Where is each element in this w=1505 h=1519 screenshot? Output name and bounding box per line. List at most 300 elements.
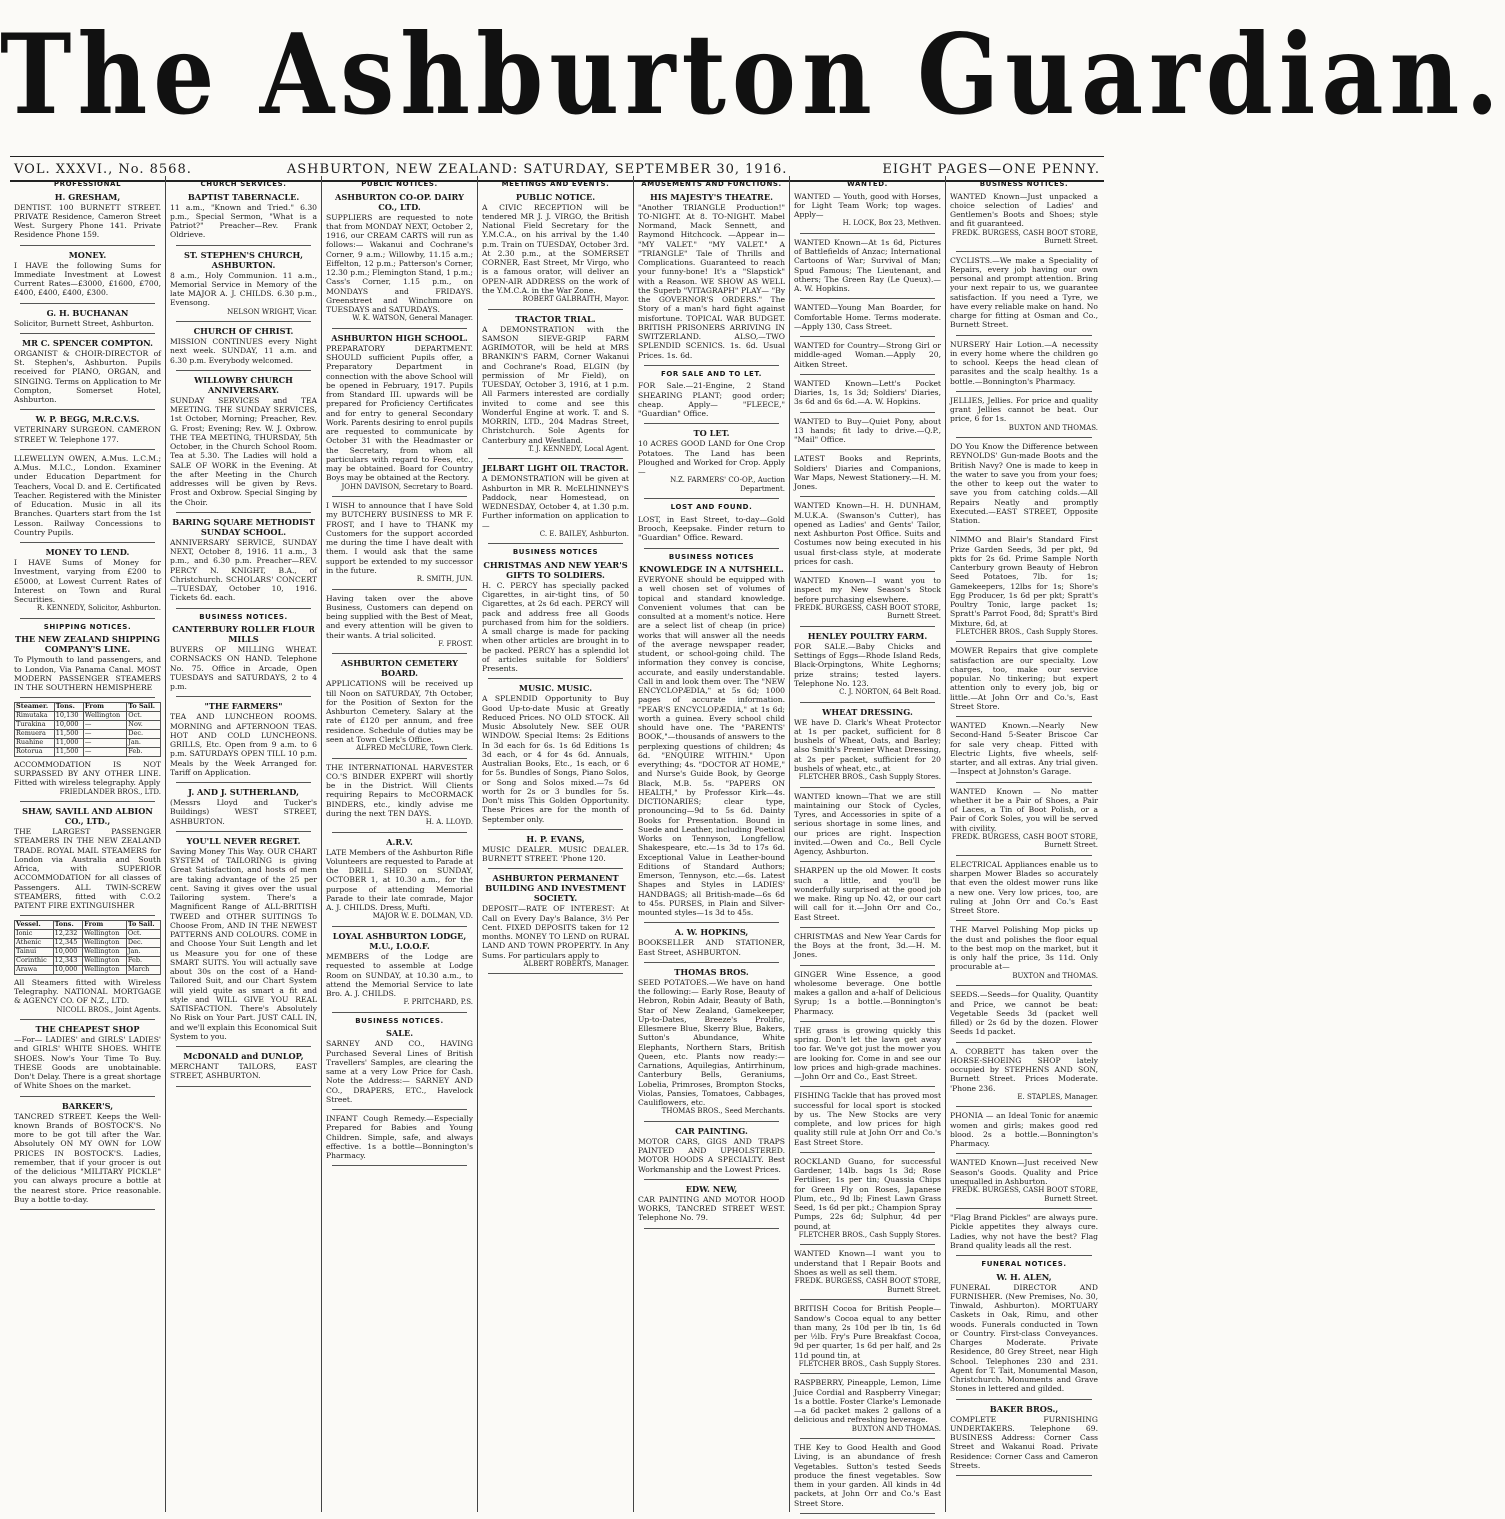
- ad-signature: FREDK. BURGESS, CASH BOOT STORE, Burnett Street.: [794, 1277, 941, 1294]
- advertisement: [950, 860, 1098, 916]
- ad-body: ORGANIST & CHOIR-DIRECTOR of St. Stephen's, Ashburton. Pupils received for PIANO, ORGAN, and SINGING. Terms on Application to Mr Compton, Somerset Hotel, Ashburton.: [14, 348, 161, 405]
- advertisement: [950, 1158, 1098, 1203]
- advertisement: [170, 517, 317, 603]
- ad-separator: [332, 832, 467, 833]
- ad-body: WANTED — Youth, good with Horses, for Light Team Work; top wages. Apply—: [794, 191, 941, 220]
- ad-body: (Messrs Lloyd and Tucker's Buildings) WEST STREET, ASHBURTON.: [170, 798, 317, 826]
- table-cell: Corinthic: [15, 957, 54, 966]
- ad-signature: MAJOR W. E. DOLMAN, V.D.: [372, 912, 473, 921]
- section-heading: WANTED.: [847, 180, 888, 188]
- advertisement: [950, 535, 1098, 636]
- advertisement: [950, 1047, 1098, 1102]
- ad-heading: McDONALD and DUNLOP,: [183, 1051, 304, 1062]
- ad-heading: H. P. EVANS,: [526, 833, 585, 844]
- top-rule: [10, 156, 1104, 157]
- ad-separator: [800, 412, 935, 413]
- advertisement: [638, 1184, 785, 1223]
- advertisement: [482, 192, 629, 304]
- advertisement: [170, 787, 317, 826]
- section-heading: BUSINESS NOTICES.: [355, 1016, 444, 1025]
- ad-heading: THE NEW ZEALAND SHIPPING COMPANY'S LINE.: [15, 634, 160, 655]
- advertisement: [170, 375, 317, 507]
- ad-body: FISHING Tackle that has proved most successful for local sport is stocked by us. The New Stocks are very complete, and low prices for high quality still rule at John Orr and Co.'s East Street Store.: [794, 1091, 941, 1147]
- ad-heading: MUSIC. MUSIC.: [518, 683, 593, 694]
- ad-signature: BUXTON and THOMAS.: [1012, 971, 1098, 980]
- ad-separator: [20, 449, 155, 450]
- ad-heading: H. GRESHAM,: [54, 191, 121, 202]
- advertisement: [326, 837, 473, 921]
- ad-body: CHRISTMAS and New Year Cards for the Boys at the front, 3d.—H. M. Jones.: [794, 931, 941, 960]
- ad-signature: C. E. BAILEY, Ashburton.: [539, 529, 629, 538]
- ad-body: COMPLETE FURNISHING UNDERTAKERS. Telephone 69. BUSINESS Address: Corner Cass Street and Wakanui Road. Private Residence: Corner Cass and Cameron Streets.: [950, 1414, 1098, 1470]
- ad-separator: [956, 335, 1092, 336]
- table-cell: March: [126, 966, 160, 975]
- advertisement: [794, 303, 941, 331]
- column-4: [478, 176, 634, 1512]
- ad-heading: BARING SQUARE METHODIST SUNDAY SCHOOL.: [172, 516, 315, 537]
- ad-separator: [644, 423, 779, 424]
- advertisement: [14, 806, 161, 910]
- ad-body: NIMMO and Blair's Standard First Prize Garden Seeds, 3d per pkt, 9d pkts for 2s 6d. Prime Sample North Canterbury grown Beauty of Hebron Seed Potatoes, 7lb. for 1s; Gamekeepers, 12lbs for 1s; Shore's Egg Producer, 1s 6d per pkt; Spratt's Poultry Tonic, large packet 1s; Spratt's Parrot Food, 8d; Spratt's Bird Mixture, 6d, at: [950, 535, 1098, 628]
- ad-separator: [800, 1299, 935, 1300]
- ad-separator: [800, 702, 935, 703]
- ad-separator: [800, 927, 935, 928]
- ad-separator: [644, 498, 779, 499]
- table-cell: 10,000: [53, 948, 82, 957]
- advertisement: [14, 1024, 161, 1091]
- ad-body: SUNDAY SERVICES and TEA MEETING. THE SUNDAY SERVICES, 1st October, Morning; Preacher, Rev. G. Frost; Evening; Rev. W. J. Oxbrow. THE TEA MEETING, THURSDAY, 5th October, in the Church School Room. Tea at 5.30. The Ladies will hold a SALE OF WORK in the Evening. At the after Meeting in the Church addresses will be given by Revs. Frost and Oxbrow. Special Singing by the Choir.: [170, 395, 317, 507]
- advertisement: [638, 428, 785, 493]
- ad-body: "Another TRIANGLE Production!" TO-NIGHT. At 8. TO-NIGHT. Mabel Normand, Mack Sennett, and Raymond Hitchcock. —Appear in— "MY VALET." "MY VALET." A "TRIANGLE" Tale of Thrills and Complications. Guaranteed to reach your funny-bone! It's a "Slapstick" with a Reason. WE SHOW AS WELL the Superb "VITAGRAPH" PLAY— "By the GOVERNOR'S ORDERS." The Story of a man's hard fight against misfortune. TOPICAL WAR BUDGET. BRITISH PRISONERS ARRIVING IN SWITZERLAND. ALSO,—TWO SPLENDID SCENICS. 1s. 6d. Usual Prices. 1s. 6d.: [638, 202, 785, 360]
- section-heading: LOST AND FOUND.: [670, 503, 753, 512]
- ad-separator: [644, 922, 779, 923]
- ad-heading: TRACTOR TRIAL.: [515, 313, 596, 324]
- ad-separator: [956, 1255, 1092, 1256]
- ad-signature: C. J. NORTON, 64 Belt Road.: [839, 688, 941, 697]
- ad-separator: [176, 608, 311, 609]
- ad-signature: R. KENNEDY, Solicitor, Ashburton.: [36, 604, 161, 613]
- ad-signature: H. LOCK, Box 23, Methven.: [842, 219, 941, 228]
- ad-heading: G. H. BUCHANAN: [46, 307, 129, 318]
- ad-separator: [800, 1373, 935, 1374]
- ad-body: INFANT Cough Remedy.—Especially Prepared for Babies and Young Children. Simple, safe, and always effective. 1s a bottle—Bonnington's Pharmacy.: [326, 1114, 473, 1161]
- ad-body: WANTED Known—Just received New Season's Goods. Quality and Price unequalled in Ashburton.: [950, 1158, 1098, 1186]
- ad-body: FOR Sale.—21-Engine, 2 Stand SHEARING PLANT; good order; cheap. Apply— "FLEECE," "Guardian" Office.: [638, 381, 785, 419]
- ad-separator: [956, 1042, 1092, 1043]
- ad-heading: KNOWLEDGE IN A NUTSHELL.: [639, 564, 784, 575]
- ad-heading: SALE.: [385, 1028, 414, 1039]
- ad-separator: [20, 409, 155, 410]
- advertisement: [326, 192, 473, 323]
- table-cell: Dec.: [126, 939, 160, 948]
- advertisement: [950, 396, 1098, 432]
- advertisement: [794, 417, 941, 445]
- ad-separator: [488, 309, 623, 310]
- ad-body: A CIVIC RECEPTION will be tendered MR J. J. VIRGO, the British National Field Secretary for the Y.M.C.A., on his arrival by the 1.40 p.m. Train on TUESDAY, October 3rd. At 2.30 p.m., at the SOMERSET CORNER, East Street, Mr Virgo, who is a famous orator, will deliver an OPEN-AIR ADDRESS on the work of the Y.M.C.A. in the War Zone.: [482, 202, 629, 295]
- advertisement: [14, 634, 161, 692]
- ad-signature: FLETCHER BROS., Cash Supply Stores.: [798, 773, 941, 782]
- ad-body: FUNERAL DIRECTOR AND FURNISHER. (New Premises, No. 30, Tinwald, Ashburton). MORTUARY Caskets in Oak, Rimu, and other woods. Funerals conducted in Town or Country. First-class Conveyances. Charges Moderate. Private Residence, 80 Grey Street, near High School. Telephones 230 and 231. Agent for T. Tait, Monumental Mason, Christchurch. Monuments and Grave Stones in lettered and gilded.: [950, 1282, 1098, 1394]
- ad-body: PREPARATORY DEPARTMENT. SHOULD sufficient Pupils offer, a Preparatory Department in connection with the above School will be opened in February, 1917. Pupils from Standard III. upwards will be prepared for Proficiency Certificates and for entry to general Secondary Work. Parents desiring to enrol pupils are requested to communicate by October 31 with the Headmaster or the Secretary, from whom all particulars with regard to Fees, etc., may be obtained. Board for Country Boys may be obtained at the Rectory.: [326, 343, 473, 483]
- table-cell: Wellington: [83, 948, 127, 957]
- ad-separator: [20, 245, 155, 246]
- table-header: Tons.: [54, 703, 83, 712]
- ad-heading: "THE FARMERS": [204, 701, 283, 712]
- advertisement: [950, 442, 1098, 525]
- advertisement: [950, 721, 1098, 777]
- advertisement: [794, 576, 941, 621]
- ad-separator: [488, 678, 623, 679]
- advertisement: [170, 326, 317, 365]
- advertisement: [794, 970, 941, 1016]
- table-cell: Feb.: [127, 747, 161, 756]
- advertisement: [326, 763, 473, 827]
- ad-heading: WILLOWBY CHURCH ANNIVERSARY.: [194, 374, 293, 395]
- ad-heading: ASHBURTON CO-OP. DAIRY CO., LTD.: [335, 191, 464, 212]
- ad-signature: BUXTON AND THOMAS.: [851, 1424, 941, 1433]
- ad-signature: NICOLL BROS., Joint Agents.: [56, 1005, 161, 1014]
- ad-separator: [800, 1152, 935, 1153]
- column-5: [634, 176, 790, 1512]
- ad-signature: E. STAPLES, Manager.: [1017, 1092, 1098, 1101]
- ad-body: Solicitor, Burnett Street, Ashburton.: [14, 318, 154, 328]
- ad-separator: [20, 1096, 155, 1097]
- ad-separator: [20, 801, 155, 802]
- ad-heading: THOMAS BROS.: [674, 966, 749, 977]
- ad-body: WE have D. Clark's Wheat Protector at 1s per packet, sufficient for 8 bushels of Wheat, Oats, and Barley; also Smith's Premier Wheat Dressing, at 2s per packet, sufficient for 20 bushels of wheat, etc., at: [794, 717, 941, 773]
- advertisement: [638, 1126, 785, 1174]
- ad-separator: [644, 1179, 779, 1180]
- ad-separator: [20, 333, 155, 334]
- advertisement: [950, 1404, 1098, 1471]
- advertisement: [794, 1249, 941, 1294]
- advertisement: [794, 1443, 941, 1508]
- ad-signature: FRIEDLANDER BROS., LTD.: [59, 787, 161, 796]
- table-cell: Jan.: [126, 948, 160, 957]
- ad-signature: FREDK. BURGESS, CASH BOOT STORE, Burnett Street.: [794, 603, 941, 621]
- ad-heading: A. W. HOPKINS,: [674, 927, 749, 938]
- advertisement: [638, 927, 785, 957]
- advertisement: [794, 1157, 941, 1240]
- ad-separator: [644, 1121, 779, 1122]
- ad-body: GINGER Wine Essence, a good wholesome beverage. One bottle makes a gallon and a-half of Delicious Syrup; 1s a bottle.—Bonnington's Pharmacy.: [794, 969, 941, 1016]
- ad-body: LATEST Books and Reprints, Soldiers' Diaries and Companions, War Maps, Newest Stationery.—H. M. Jones.: [794, 454, 941, 492]
- table-cell: Tainui: [15, 948, 54, 957]
- ad-separator: [956, 920, 1092, 921]
- ad-separator: [956, 437, 1092, 438]
- ad-signature: N.Z. FARMERS' CO-OP., Auction Department.: [670, 476, 785, 493]
- ad-separator: [20, 542, 155, 543]
- ad-body: CAR PAINTING AND MOTOR HOOD WORKS, TANCRED STREET WEST. Telephone No. 79.: [638, 1194, 785, 1223]
- advertisement: [638, 564, 785, 917]
- ad-separator: [20, 697, 155, 698]
- table-cell: Oct.: [127, 712, 161, 721]
- table-cell: Arawa: [15, 966, 54, 975]
- ad-separator: [176, 1046, 311, 1047]
- advertisement: [794, 341, 941, 369]
- advertisement: [794, 792, 941, 857]
- ad-heading: JELBART LIGHT OIL TRACTOR.: [482, 463, 629, 474]
- advertisement: [482, 873, 629, 968]
- section-heading: FOR SALE AND TO LET.: [661, 369, 762, 378]
- table-cell: —: [83, 730, 126, 739]
- ad-separator: [20, 303, 155, 304]
- ad-heading: CANTERBURY ROLLER FLOUR MILLS: [172, 624, 315, 645]
- section-heading: PUBLIC NOTICES.: [361, 180, 438, 188]
- ad-signature: FLETCHER BROS., Cash Supply Stores.: [955, 627, 1098, 636]
- sailing-schedule-table: [14, 920, 161, 975]
- ad-body: TANCRED STREET. Keeps the Well-known Brands of BOSTOCK'S. No more to be got till after the War. Absolutely ON MY OWN for LOW PRICES IN BOSTOCK'S. Ladies, remember, that if your grocer is out of the delicious "MILITARY PICKLE" you can always procure a bottle at the nearest store. Price reasonable. Buy a bottle to-day.: [14, 1111, 161, 1204]
- ad-body: THE Marvel Polishing Mop picks up the dust and polishes the floor equal to the best mop on the market, but it is only half the price, 3s 11d. Only procurable at—: [950, 925, 1098, 972]
- section-heading: FUNERAL NOTICES.: [981, 1260, 1067, 1269]
- advertisement: [950, 192, 1098, 246]
- table-cell: Dec.: [127, 730, 161, 739]
- advertisement: [638, 515, 785, 543]
- advertisement: [14, 192, 161, 240]
- ad-body: 11 a.m., "Known and Tried." 6.30 p.m., Special Sermon, "What is a Patriot?" Preacher—Rev. Frank Oldrieve.: [170, 202, 317, 240]
- advertisement: [482, 314, 629, 454]
- advertisement: [170, 250, 317, 317]
- ad-body: DEPOSIT—RATE OF INTEREST: At Call on Every Day's Balance, 3½ Per Cent. FIXED DEPOSITS taken for 12 months. MONEY TO LEND on RURAL LAND AND TOWN PROPERTY. In Any Sums. For particulars apply to: [482, 904, 629, 960]
- ad-signature: T. J. KENNEDY, Local Agent.: [528, 444, 629, 453]
- ad-separator: [956, 1475, 1092, 1476]
- ad-body: PHONIA — an Ideal Tonic for anæmic women and girls; makes good red blood. 2s a bottle.—Bonnington's Pharmacy.: [950, 1111, 1098, 1149]
- advertisement: [794, 631, 941, 697]
- advertisement: [794, 379, 941, 407]
- ad-separator: [800, 1438, 935, 1439]
- ad-heading: THE CHEAPEST SHOP: [35, 1024, 140, 1035]
- ad-body: MEMBERS of the Lodge are requested to assemble at Lodge Room on SUNDAY, at 10.30 a.m., to attend the Memorial Service to late Bro. A. J. CHILDS.: [326, 952, 473, 998]
- advertisement: [794, 501, 941, 566]
- ad-separator: [956, 641, 1092, 642]
- ad-body: NURSERY Hair Lotion.—A necessity in every home where the children go to school. Keeps the head clean of parasites and the scalp healthy. 1s a bottle.—Bonnington's Pharmacy.: [950, 339, 1098, 386]
- ad-body: WANTED Known—I want you to understand that I Repair Boots and Shoes as well as sell them.: [794, 1249, 941, 1277]
- advertisement: [794, 932, 941, 960]
- advertisement: [794, 707, 941, 782]
- ad-separator: [800, 1021, 935, 1022]
- ad-separator: [332, 758, 467, 759]
- ad-heading: CAR PAINTING.: [675, 1125, 748, 1136]
- advertisement: [794, 1378, 941, 1433]
- column-7: [946, 176, 1102, 1512]
- ad-separator: [956, 391, 1092, 392]
- ad-heading: LOYAL ASHBURTON LODGE, M.U., I.O.O.F.: [332, 931, 467, 951]
- ad-heading: HIS MAJESTY'S THEATRE.: [650, 191, 773, 202]
- ad-heading: HENLEY POULTRY FARM.: [807, 630, 928, 641]
- ad-heading: BAPTIST TABERNACLE.: [187, 191, 300, 202]
- ad-separator: [176, 512, 311, 513]
- table-cell: Nov.: [127, 721, 161, 730]
- masthead-title: The Ashburton Guardian.: [0, 9, 1505, 140]
- ad-heading: BAKER BROS.,: [989, 1403, 1059, 1414]
- advertisement: [326, 594, 473, 649]
- ad-heading: ST. STEPHEN'S CHURCH, ASHBURTON.: [183, 249, 304, 270]
- ad-heading: CHURCH OF CHRIST.: [193, 326, 294, 337]
- advertisement: [326, 333, 473, 491]
- ad-heading: W. H. ALEN,: [996, 1271, 1052, 1282]
- ad-body: VETERINARY SURGEON. CAMERON STREET W. Telephone 177.: [14, 425, 161, 444]
- advertisement: [638, 967, 785, 1116]
- ad-body: —For— LADIES' and GIRLS' LADIES' and GIRLS' WHITE SHOES. WHITE SHOES. Now's Your Time To Buy. THESE Goods are unobtainable. Don't Delay. There is a great shortage of White Shoes on the market.: [14, 1035, 161, 1091]
- ad-signature: JOHN DAVISON, Secretary to Board.: [341, 482, 473, 491]
- columns: [10, 176, 1104, 1512]
- ad-signature: ALBERT ROBERTS, Manager.: [523, 959, 629, 968]
- ad-body: JELLIES, Jellies. For price and quality grant Jellies cannot be beat. Our price, 6 for 1s.: [950, 395, 1098, 424]
- ad-separator: [332, 496, 467, 497]
- advertisement: [950, 990, 1098, 1036]
- sailing-schedule-table: [14, 702, 161, 757]
- ad-body: SUPPLIERS are requested to note that from MONDAY NEXT, October 2, 1916, our CREAM CARTS will run as follows:— Wakanui and Cochrane's Corner, 9 a.m.; Willowby, 11.15 a.m.; Eiffelton, 12 p.m.; Patterson's Corner, 12.30 p.m.; Flemington Stand, 1 p.m.; Cass's Corner, 1.15 p.m., on MONDAYS and FRIDAYS. Greenstreet and Winchmore on TUESDAYS and SATURDAYS.: [326, 212, 473, 315]
- ad-separator: [488, 973, 623, 974]
- ad-body: I HAVE the following Sums for Immediate Investment at Lowest Current Rates—£3000, £1600, £700, £400, £400, £400, £300.: [14, 260, 161, 298]
- ad-separator: [332, 589, 467, 590]
- advertisement: [482, 683, 629, 824]
- ad-body: THE INTERNATIONAL HARVESTER CO.'S BINDER EXPERT will shortly be in the District. Will Clients requiring Repairs to McCORMACK BINDERS, etc., kindly advise me during the next TEN DAYS.: [326, 762, 473, 818]
- ad-body: LATE Members of the Ashburton Rifle Volunteers are requested to Parade at the DRILL SHED on SUNDAY, OCTOBER 1, at 10.30 a.m., for the purpose of attending Memorial Parade to their late comrade, Major A. J. CHILDS. Dress, Mufti.: [326, 847, 473, 913]
- advertisement: [14, 308, 161, 328]
- table-cell: Wellington: [83, 930, 127, 939]
- advertisement: [950, 256, 1098, 330]
- advertisement: [638, 192, 785, 360]
- section-heading: BUSINESS NOTICES.: [979, 180, 1069, 188]
- section-heading: SHIPPING NOTICES.: [43, 622, 132, 631]
- ad-body: WANTED known—That we are still maintaining our Stock of Cycles, Tyres, and Accessories in spite of a serious shortage in some lines, and our prices are right. Inspection invited.—Owen and Co., Bell Cycle Agency, Ashburton.: [794, 791, 941, 857]
- ad-body: THE Key to Good Health and Good Living, is an abundance of fresh Vegetables. Sutton's tested Seeds produce the finest vegetables. Sow them in your garden. All kinds in 4d packets, at John Orr and Co.'s East Street Store.: [794, 1443, 941, 1508]
- table-header: From: [83, 921, 127, 930]
- ad-body: WANTED Known.—Nearly New Second-Hand 5-Seater Briscoe Car for sale very cheap. Fitted with Electric Lights, five wheels, self-starter, and all extras. Any trial given.—Inspect at Johnston's Garage.: [950, 721, 1098, 777]
- ad-body: SARNEY AND CO., HAVING Purchased Several Lines of British Travellers' Samples, are clearing the same at a very Low Price for Cash. Note the Address:— SARNEY AND CO., DRAPERS, ETC., Havelock Street.: [326, 1039, 473, 1104]
- advertisement: [14, 760, 161, 796]
- table-cell: 11,000: [54, 739, 83, 748]
- table-cell: Rotorua: [15, 747, 55, 756]
- advertisement: [950, 340, 1098, 386]
- ad-separator: [332, 926, 467, 927]
- ad-heading: ASHBURTON HIGH SCHOOL.: [331, 332, 468, 343]
- advertisement: [326, 501, 473, 584]
- ad-separator: [800, 626, 935, 627]
- ad-body: ANNIVERSARY SERVICE, SUNDAY NEXT, October 8, 1916. 11 a.m., 3 p.m., and 6.30 p.m. Preacher—REV. PERCY N. KNIGHT, B.A., of Christchurch. SCHOLARS' CONCERT—TUESDAY, October 10, 1916. Tickets 6d. each.: [170, 537, 317, 603]
- ad-separator: [176, 1086, 311, 1087]
- ad-separator: [332, 328, 467, 329]
- ad-body: A DEMONSTRATION will be given at Ashburton in MR R. McELHINNEY'S Paddock, near Homestead, on WEDNESDAY, October 4, at 1.30 p.m. Further information on application to—: [482, 474, 629, 530]
- ad-separator: [644, 1228, 779, 1229]
- section-heading: BUSINESS NOTICES.: [199, 612, 288, 621]
- ad-heading: PUBLIC NOTICE.: [515, 191, 596, 202]
- ad-body: To Plymouth to land passengers, and to London, Via Panama Canal. MOST MODERN PASSENGER STEAMERS IN THE SOUTHERN HEMISPHERE: [14, 655, 161, 693]
- table-header: From: [83, 703, 126, 712]
- ad-separator: [176, 831, 311, 832]
- ad-separator: [956, 1208, 1092, 1209]
- ad-body: I HAVE Sums of Money for Investment, varying from £200 to £5000, at Lowest Current Rates of Interest on Town and Rural Securities.: [14, 558, 161, 605]
- masthead: [0, 0, 1505, 150]
- ad-body: MERCHANT TAILORS, EAST STREET, ASHBURTON.: [170, 1062, 317, 1081]
- volume-number: VOL. XXXVI., No. 8568.: [14, 161, 192, 177]
- ad-body: THE LARGEST PASSENGER STEAMERS IN THE NEW ZEALAND TRADE. ROYAL MAIL STEAMERS for London via Australia and South Africa, with SUPERIOR ACCOMMODATION for all classes of Passengers. ALL TWIN-SCREW STEAMERS, fitted with C.O.2 PATENT FIRE EXTINGUISHER: [14, 827, 161, 911]
- advertisement: [14, 250, 161, 298]
- ad-body: WANTED Known—At 1s 6d, Pictures of Battlefields of Anzac; International Cartoons of War; Survival of Man; Spud Famous; The Lieutenant, and others; The Green Ray (Le Queux).—A. W. Hopkins.: [794, 237, 941, 294]
- advertisement: [326, 1114, 473, 1160]
- ad-separator: [644, 365, 779, 366]
- table-cell: 12,232: [53, 930, 82, 939]
- ad-body: MOWER Repairs that give complete satisfaction are our specialty. Low charges, too, make our service popular. No tinkering; but expert attention only to every job, big or little.—At John Orr and Co.'s, East Street Store.: [950, 646, 1098, 711]
- table-cell: Ruahine: [15, 739, 55, 748]
- ad-separator: [488, 458, 623, 459]
- table-cell: 10,000: [53, 966, 82, 975]
- table-cell: —: [83, 721, 126, 730]
- ad-heading: SHAW, SAVILL AND ALBION CO., LTD.,: [22, 806, 153, 827]
- ad-heading: W. P. BEGG, M.R.C.V.S.: [35, 414, 140, 425]
- ad-body: DENTIST. 100 BURNETT STREET. PRIVATE Residence, Cameron Street West. Surgery Phone 141. Private Residence Phone 159.: [14, 202, 161, 240]
- table-cell: Wellington: [83, 712, 126, 721]
- ad-body: FOR SALE.—Baby Chicks and Settings of Eggs—Rhode Island Reds, Black-Orpingtons, White Leghorns; prize strains; tested layers. Telephone No. 123.: [794, 641, 941, 688]
- table-cell: 11,500: [54, 747, 83, 756]
- ad-separator: [176, 245, 311, 246]
- ad-body: WANTED—Young Man Boarder, for Comfortable Home. Terms moderate.—Apply 130, Cass Street.: [794, 303, 941, 331]
- ad-heading: BARKER'S,: [61, 1100, 114, 1111]
- ad-body: APPLICATIONS will be received up till Noon on SATURDAY, 7th October, for the Position of Sexton for the Ashburton Cemetery. Salary at the rate of £120 per annum, and free residence. Schedule of duties may be seen at Town Clerk's Office.: [326, 679, 473, 744]
- ad-separator: [644, 548, 779, 549]
- ad-separator: [956, 1106, 1092, 1107]
- table-cell: 10,000: [54, 721, 83, 730]
- ad-body: TEA AND LUNCHEON ROOMS. MORNING and AFTERNOON TEAS. HOT AND COLD LUNCHEONS. GRILLS, Etc. Open from 9 a.m. to 6 p.m. SATURDAYS OPEN TILL 10 p.m. Meals by the Week Arranged for. Tariff on Application.: [170, 712, 317, 777]
- ad-separator: [488, 829, 623, 830]
- ad-signature: NELSON WRIGHT, Vicar.: [227, 307, 317, 316]
- ad-separator: [956, 1153, 1092, 1154]
- ad-heading: TO LET.: [693, 428, 730, 439]
- ad-separator: [644, 962, 779, 963]
- ad-body: EVERYONE should be equipped with a well chosen set of volumes of topical and standard knowledge. Convenient volumes that can be consulted at a moment's notice. Here are a select list of cheap (in price) works that will answer all the needs of the average newspaper reader, student, or school-going child. The information they convey is concise, accurate, and easily understandable. Call in and look them over. The "NEW ENCYCLOPÆDIA," at 5s 6d; 1000 pages of accurate information. "PEAR'S ENCYCLOPÆDIA," at 1s 6d; worth a guinea. Every school child should have one. The "PARENTS' BOOK,"—thousands of answers to the perplexing questions of children; 4s 6d. "ENQUIRE WITHIN." Upon everything; 4s. "DOCTOR AT HOME," and Nurse's Guide Book, by George Black, M.B. 5s. "PAPERS ON HEALTH," by Professor Kirk—4s. DICTIONARIES; clear type, pronouncing—9d to 5s 6d. Dainty Books for Presentation. Bound in Suede and Leather, including Poetical Works on Tennyson, Longfellow, Shakespeare, etc.—1s 3d to 17s 6d. Exceptional Value in Leather-bound Editions of Standard Authors; Emerson, Tennyson, etc.—6s. Latest Shapes and Styles in LADIES' HANDBAGS; all British-made—6s 6d to 45s. PURSES, in Plain and Silver-mounted styles—1s 3d to 45s.: [638, 575, 785, 918]
- ad-signature: FREDK. BURGESS, CASH BOOT STORE, Burnett Street.: [951, 1186, 1098, 1203]
- ad-separator: [176, 370, 311, 371]
- ad-body: LLEWELLYN OWEN, A.Mus. L.C.M.; A.Mus. M.I.C., London. Examiner under Education Department for Teachers, Vocal D. and E. Certificated Teacher. Registered with the Minister of Education. Music in all its Branches. Quarters start from the 1st Lesson. Railway Concessions to Country Pupils.: [14, 453, 161, 537]
- ad-separator: [800, 496, 935, 497]
- column-3: [322, 176, 478, 1512]
- ad-separator: [956, 782, 1092, 783]
- table-cell: Wellington: [83, 966, 127, 975]
- column-1: [10, 176, 166, 1512]
- ad-signature: FLETCHER BROS., Cash Supply Stores.: [798, 1359, 941, 1368]
- advertisement: [794, 454, 941, 491]
- advertisement: [950, 925, 1098, 980]
- column-6: [790, 176, 946, 1512]
- advertisement: [950, 1111, 1098, 1148]
- table-cell: —: [83, 739, 126, 748]
- ad-body: RASPBERRY, Pineapple, Lemon, Lime Juice Cordial and Raspberry Vinegar; 1s a bottle. Foster Clarke's Lemonade—a 6d packet makes 2 gallons of a delicious and refreshing beverage.: [794, 1378, 941, 1425]
- ad-separator: [956, 985, 1092, 986]
- ad-separator: [20, 618, 155, 619]
- ad-body: MUSIC DEALER. MUSIC DEALER. BURNETT STREET. 'Phone 120.: [482, 844, 629, 864]
- ad-separator: [800, 233, 935, 234]
- section-heading: MEETINGS AND EVENTS.: [501, 180, 610, 188]
- table-cell: 12,343: [53, 957, 82, 966]
- ad-body: WANTED for Country—Strong Girl or middle-aged Woman.—Apply 20, Aitken Street.: [794, 341, 941, 369]
- ad-signature: ROBERT GALBRAITH, Mayor.: [522, 295, 629, 304]
- advertisement: [170, 192, 317, 240]
- ad-separator: [176, 782, 311, 783]
- advertisement: [14, 547, 161, 613]
- ad-heading: YOU'LL NEVER REGRET.: [186, 835, 301, 846]
- ad-body: ROCKLAND Guano, for successful Gardener, 14lb. bags 1s 3d; Rose Fertiliser, 1s per tin; Quassia Chips for Green Fly on Roses, Japanese Plum, etc., 9d lb; Finest Lawn Grass Seed, 1s 6d per pkt.; Champion Spray Pumps, 22s 6d; Sulphur, 4d per pound, at: [794, 1156, 941, 1231]
- ad-separator: [176, 321, 311, 322]
- advertisement: [14, 1101, 161, 1205]
- ad-signature: FLETCHER BROS., Cash Supply Stores.: [798, 1230, 941, 1239]
- ad-heading: MR C. SPENCER COMPTON.: [22, 337, 153, 348]
- advertisement: [14, 978, 161, 1014]
- ad-body: ACCOMMODATION IS NOT SURPASSED BY ANY OTHER LINE. Fitted with wireless telegraphy. Apply: [14, 759, 161, 788]
- ad-separator: [800, 449, 935, 450]
- table-cell: Oct.: [126, 930, 160, 939]
- ad-separator: [332, 1109, 467, 1110]
